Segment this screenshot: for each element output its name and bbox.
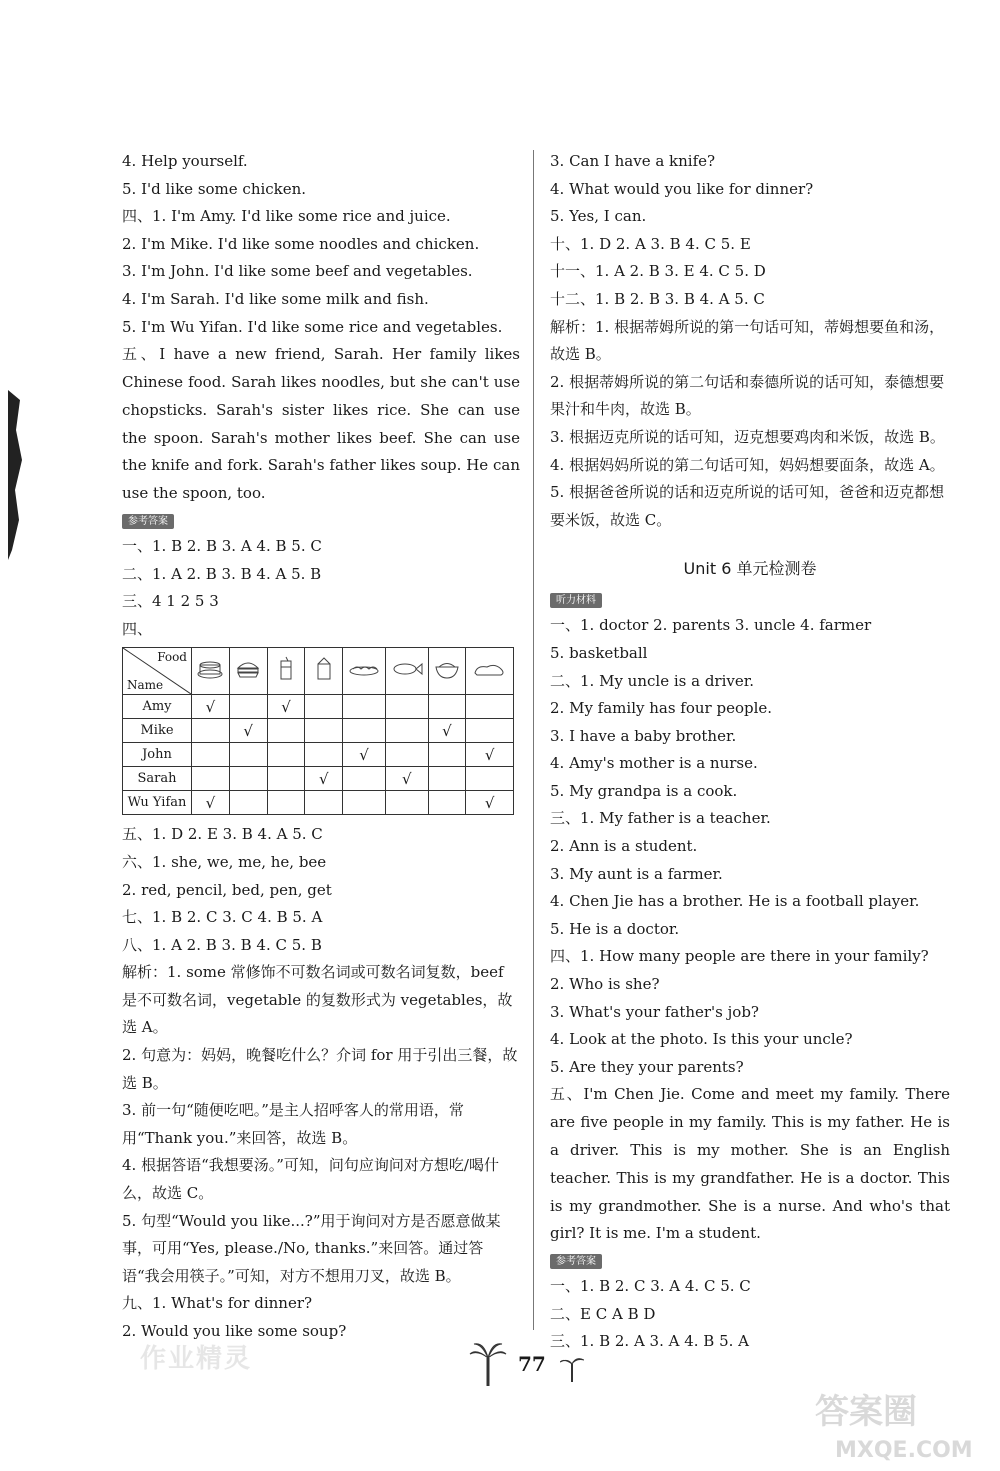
explanation-item: 3. 根据迈克所说的话可知，迈克想要鸡肉和米饭，故选 B。 — [550, 427, 945, 446]
text-line: 5. Yes, I can. — [550, 207, 647, 226]
left-answers-a — [122, 533, 520, 643]
food-table-header — [123, 648, 514, 695]
text-line: 4. Help yourself. — [122, 152, 248, 170]
scan-edge-mark — [6, 390, 24, 560]
explanation-item: 解析：1. some 常修饰不可数名词或可数名词复数，beef 是不可数名词，vegetable 的复数形式为 vegetables，故选 A。 — [122, 963, 513, 1037]
text-line: 4. I'm Sarah. I'd like some milk and fish. — [122, 289, 429, 308]
diagonal-header-cell — [123, 648, 192, 695]
row-name: Sarah — [123, 767, 192, 791]
check-cell: √ — [428, 719, 466, 743]
explanation-item: 2. 根据蒂姆所说的第二句话和泰德所说的话可知，泰德想要果汁和牛肉，故选 B。 — [550, 372, 945, 419]
check-cell — [385, 719, 428, 743]
check-cell: √ — [192, 791, 230, 815]
hamburger-icon — [229, 648, 267, 695]
text-line: 5. Are they your parents? — [550, 1057, 744, 1076]
left-explanations — [122, 959, 520, 1290]
milk-icon — [305, 648, 343, 695]
explanation-item: 解析：1. 根据蒂姆所说的第一句话可知，蒂姆想要鱼和汤，故选 B。 — [550, 317, 945, 364]
check-cell — [428, 695, 466, 719]
food-table — [122, 647, 514, 815]
check-cell — [192, 743, 230, 767]
text-line: 5. I'd like some chicken. — [122, 179, 307, 198]
text-line: 3. I have a baby brother. — [550, 726, 737, 745]
unit-title: Unit 6 单元检测卷 — [683, 559, 817, 579]
answer-line: 四、 — [122, 619, 153, 638]
check-cell — [305, 695, 343, 719]
check-cell — [267, 791, 305, 815]
food-header-label: Food — [157, 650, 187, 665]
check-cell — [466, 767, 514, 791]
explanation-item: 4. 根据答语“我想要汤。”可知，问句应询问对方想吃/喝什么，故选 C。 — [122, 1156, 499, 1203]
listening-badge: 听力材料 — [550, 593, 602, 608]
text-line: 三、1. My father is a teacher. — [550, 809, 771, 828]
explanation-item: 3. 前一句“随便吃吧。”是主人招呼客人的常用语，常用“Thank you.”来回答，故选 B。 — [122, 1101, 464, 1147]
left-answers-b — [122, 821, 520, 959]
text-line: 4. Amy's mother is a nurse. — [550, 754, 758, 773]
listening-paragraph: 五、I have a new friend, Sarah. Her family likes Chinese food. Sarah likes noodles, but she can't use chopsticks. Sarah's sister likes rice. She can use the spoon. Sarah's mother likes beef. She can use the knife and fork. Sarah's father likes soup. He can use the spoon, too. — [122, 345, 520, 503]
check-cell — [192, 767, 230, 791]
answer-line: 二、E C A B D — [550, 1304, 656, 1323]
check-cell — [428, 743, 466, 767]
watermark-top-text: 答案圈 — [815, 1392, 917, 1432]
left-lines-a — [122, 148, 520, 341]
watermark-bottom-text: MXQE.COM — [835, 1438, 973, 1463]
check-cell: √ — [267, 695, 305, 719]
check-cell — [229, 743, 267, 767]
text-line: 3. What's your father's job? — [550, 1002, 759, 1021]
right-answers — [550, 1273, 950, 1356]
watermark-right — [805, 1385, 995, 1465]
name-header-label: Name — [127, 678, 164, 693]
left-column — [122, 148, 520, 1346]
answer-line: 一、1. B 2. C 3. A 4. C 5. C — [550, 1277, 751, 1296]
row-name: John — [123, 743, 192, 767]
text-line: 2. I'm Mike. I'd like some noodles and chicken. — [122, 234, 480, 253]
answer-line: 一、1. B 2. B 3. A 4. B 5. C — [122, 536, 322, 555]
table-row — [123, 767, 514, 791]
right-lines-b — [550, 612, 950, 1081]
check-cell: √ — [305, 767, 343, 791]
fish-icon — [385, 648, 428, 695]
check-cell — [385, 743, 428, 767]
column-divider — [533, 150, 534, 1330]
check-cell — [305, 743, 343, 767]
noodles-icon — [343, 648, 386, 695]
text-line: 3. I'm John. I'd like some beef and vegetables. — [122, 262, 473, 281]
check-cell — [466, 719, 514, 743]
text-line: 4. Chen Jie has a brother. He is a football player. — [550, 892, 920, 911]
text-line: 4. Look at the photo. Is this your uncle? — [550, 1030, 853, 1049]
text-line: 四、1. How many people are there in your family? — [550, 947, 929, 966]
text-line: 5. He is a doctor. — [550, 919, 680, 938]
page-number: 77 — [518, 1352, 546, 1376]
answer-line: 三、4 1 2 5 3 — [122, 592, 219, 611]
text-line: 2. Would you like some soup? — [122, 1322, 347, 1340]
answer-line: 五、1. D 2. E 3. B 4. A 5. C — [122, 825, 323, 844]
text-line: 二、1. My uncle is a driver. — [550, 671, 755, 690]
check-cell — [385, 791, 428, 815]
check-cell: √ — [229, 719, 267, 743]
answer-line: 三、1. B 2. A 3. A 4. B 5. A — [550, 1332, 750, 1351]
text-line: 4. What would you like for dinner? — [550, 179, 814, 198]
answer-line: 八、1. A 2. B 3. B 4. C 5. B — [122, 935, 322, 954]
table-row — [123, 791, 514, 815]
check-cell: √ — [192, 695, 230, 719]
check-cell — [305, 719, 343, 743]
text-line: 一、1. doctor 2. parents 3. uncle 4. farmer — [550, 616, 872, 635]
text-line: 5. My grandpa is a cook. — [550, 781, 738, 800]
check-cell — [343, 695, 386, 719]
check-cell — [267, 767, 305, 791]
listening-paragraph: 五、I'm Chen Jie. Come and meet my family. There are five people in my family. This is my father. He is a driver. This is my mother. She is an English teacher. This is my grandfather. He is a doctor. This is my grandmother. She is a nurse. And who's that girl? It is me. I'm a student. — [550, 1085, 950, 1243]
table-row — [123, 695, 514, 719]
cake-icon — [192, 648, 230, 695]
check-cell: √ — [466, 791, 514, 815]
check-cell — [229, 767, 267, 791]
text-line: 九、1. What's for dinner? — [122, 1294, 313, 1313]
table-row — [123, 719, 514, 743]
right-explanations — [550, 314, 950, 535]
explanation-item: 5. 句型“Would you like...?”用于询问对方是否愿意做某事，可用“Yes, please./No, thanks.”来回答。通过答语“我会用筷子。”可知，对方不想用刀叉，故选 B。 — [122, 1211, 501, 1285]
text-line: 2. Who is she? — [550, 975, 660, 994]
explanation-item: 4. 根据妈妈所说的第二句话可知，妈妈想要面条，故选 A。 — [550, 455, 945, 474]
check-cell — [343, 719, 386, 743]
check-cell — [229, 695, 267, 719]
watermark-left: 作业精灵 — [140, 1344, 253, 1374]
text-line: 2. Ann is a student. — [550, 837, 698, 856]
check-cell — [267, 743, 305, 767]
row-name: Amy — [123, 695, 192, 719]
check-cell — [192, 719, 230, 743]
text-line: 3. My aunt is a farmer. — [550, 864, 723, 883]
text-line: 5. basketball — [550, 643, 648, 662]
answer-line: 2. red, pencil, bed, pen, get — [122, 880, 332, 899]
palm-tree-small-icon — [560, 1352, 584, 1386]
right-lines-a — [550, 148, 950, 314]
palm-tree-icon — [468, 1340, 508, 1390]
check-cell: √ — [385, 767, 428, 791]
explanation-item: 5. 根据爸爸所说的话和迈克所说的话可知，爸爸和迈克都想要米饭，故选 C。 — [550, 483, 945, 529]
answer-badge: 参考答案 — [122, 514, 174, 529]
answer-line: 十、1. D 2. A 3. B 4. C 5. E — [550, 234, 751, 253]
check-cell — [428, 767, 466, 791]
check-cell — [466, 695, 514, 719]
text-line: 2. My family has four people. — [550, 699, 773, 718]
answer-badge: 参考答案 — [550, 1254, 602, 1269]
answer-line: 十一、1. A 2. B 3. E 4. C 5. D — [550, 262, 766, 281]
row-name: Wu Yifan — [123, 791, 192, 815]
answer-line: 六、1. she, we, me, he, bee — [122, 852, 327, 871]
table-row — [123, 743, 514, 767]
check-cell — [229, 791, 267, 815]
check-cell — [343, 791, 386, 815]
check-cell: √ — [343, 743, 386, 767]
text-line: 5. I'm Wu Yifan. I'd like some rice and vegetables. — [122, 317, 503, 336]
answer-line: 七、1. B 2. C 3. C 4. B 5. A — [122, 908, 323, 927]
check-cell — [305, 791, 343, 815]
check-cell — [267, 719, 305, 743]
right-column — [550, 148, 950, 1356]
answer-line: 二、1. A 2. B 3. B 4. A 5. B — [122, 564, 322, 583]
check-cell — [428, 791, 466, 815]
row-name: Mike — [123, 719, 192, 743]
rice-icon — [428, 648, 466, 695]
check-cell — [385, 695, 428, 719]
text-line: 3. Can I have a knife? — [550, 152, 716, 170]
chicken-icon — [466, 648, 514, 695]
check-cell: √ — [466, 743, 514, 767]
text-line: 四、1. I'm Amy. I'd like some rice and juice. — [122, 207, 451, 226]
explanation-item: 2. 句意为：妈妈，晚餐吃什么？介词 for 用于引出三餐，故选 B。 — [122, 1046, 518, 1092]
answer-line: 十二、1. B 2. B 3. B 4. A 5. C — [550, 289, 765, 308]
juice-icon — [267, 648, 305, 695]
check-cell — [343, 767, 386, 791]
